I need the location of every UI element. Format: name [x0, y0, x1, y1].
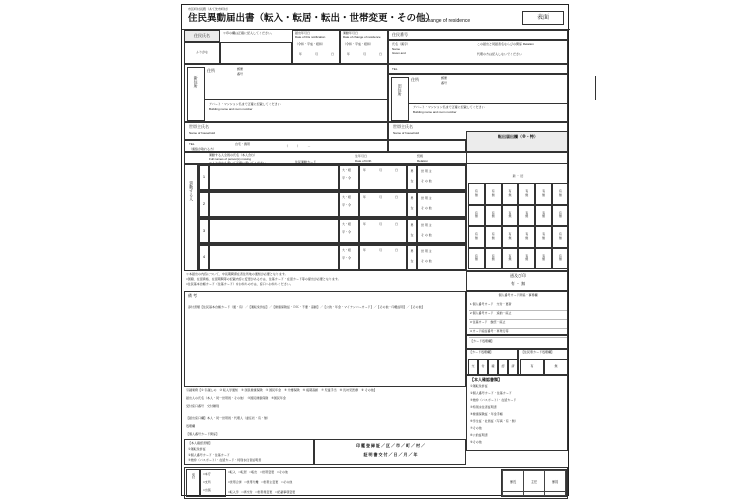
note-1: ＊本届出の内容について、中長期間滞在者住所地の通知が必要となります。	[186, 272, 288, 276]
label-kana-box	[184, 42, 220, 64]
card-proc-cell[interactable]: 認	[498, 359, 508, 375]
tenshutsu-badge-label: 転出届出欄（※・特）	[498, 134, 538, 139]
ido-era: （令和・平成・昭和）	[343, 42, 374, 46]
row-era: 大・昭 平・令	[339, 165, 359, 190]
person-side-strip	[184, 164, 198, 271]
bottom-check-row[interactable]: □転入学 □再交付 □世帯員変更 □記載事項変更	[228, 490, 296, 494]
form-sheet	[181, 4, 569, 496]
tel-left-mobile: 自宅・携帯	[235, 142, 251, 146]
household-right-label-en: Name of household	[393, 131, 420, 135]
table-row[interactable]	[198, 191, 466, 218]
form-title: 住民異動届出書（転入・転居・転出・世帯変更・その他）	[188, 13, 436, 24]
tenshutsu-cell[interactable]: 有 無	[468, 205, 485, 227]
row-name-input[interactable]	[209, 219, 339, 244]
jumin-code-box	[388, 30, 568, 40]
tenshutsu-cell[interactable]: 有 無	[485, 248, 502, 270]
tsuki-value: 有 ・ 無	[510, 281, 526, 286]
row-number: 3	[199, 219, 209, 244]
card-office-row[interactable]: 4 カード暗証番号・再発行等	[469, 329, 567, 338]
tenshutsu-cell[interactable]: 有 無	[552, 183, 569, 205]
tel-left-sub: （連絡が取れる方）	[189, 147, 217, 151]
row-sex[interactable]: 男 女	[407, 245, 417, 270]
ido-month: 月	[363, 52, 367, 56]
tenshutsu-cell[interactable]: 有 無	[502, 248, 519, 270]
todokede-day: 日	[331, 52, 335, 56]
row-era: 大・昭 平・令	[339, 192, 359, 217]
tel-right-row[interactable]	[388, 140, 466, 152]
zip-right-1: 郵便	[441, 76, 448, 80]
address-left-label: 住所	[207, 68, 215, 73]
tenshutsu-cell[interactable]: 有 無	[518, 205, 535, 227]
card-proc-cell[interactable]: 交	[468, 359, 478, 375]
tenshutsu-cell[interactable]: 有 無	[468, 248, 485, 270]
row-relation[interactable]: 世 帯 主 そ の 他	[417, 219, 467, 244]
tenshutsu-cell[interactable]: 有 無	[552, 248, 569, 270]
juminhyo-card-box	[518, 349, 568, 375]
omote-badge: 表面	[522, 11, 564, 25]
identity-doc-item[interactable]: ⑥学生証・社員証（写真・有・無）	[470, 419, 518, 423]
row-era: 大・昭 平・令	[339, 245, 359, 270]
card-proc-cell[interactable]: 確	[488, 359, 498, 375]
tel-left-row[interactable]	[184, 140, 388, 152]
ido-date-box	[340, 30, 388, 64]
identity-doc-item[interactable]: ③旅券（パスポート）・在留カード	[470, 398, 517, 402]
todokede-label: 届出年月日	[295, 31, 311, 35]
todokede-era: （令和・平成・昭和）	[295, 42, 326, 46]
ido-sub: Date of change of residence	[343, 35, 381, 39]
row-relation[interactable]: 世 帯 主 そ の 他	[417, 245, 467, 270]
apart-note-left-en: Building name and room number	[209, 107, 253, 111]
row-birth-input[interactable]: 年 月 日	[359, 219, 407, 244]
tenshutsu-cell[interactable]: 有 無	[468, 183, 485, 205]
address-left-side	[187, 67, 205, 121]
stamp-register-item[interactable]: ③旅券（パスポート）・在留カード・特別永住者証明書	[188, 458, 262, 462]
col-birth: 生年月日	[355, 154, 368, 158]
tenshutsu-cell[interactable]: 有 無	[518, 183, 535, 205]
identity-doc-item[interactable]: ⑧公的証明書	[470, 433, 488, 437]
zip-right-2: 番号	[441, 81, 448, 85]
card-proc-cell[interactable]: 付	[478, 359, 488, 375]
tenshutsu-cell[interactable]: 有 無	[502, 226, 519, 248]
bottom-check-box[interactable]	[184, 467, 568, 499]
todokede-sub: Date of this notification	[295, 35, 326, 39]
identity-doc-item[interactable]: ⑤健康保険証・年金手帳	[470, 412, 503, 416]
memo-line-1: 添付書類【住民基本台帳カード（通・有）／【運転免許証】／【健康保険証・ＤＫ・不要・高齢】／【公的・年金・マイナンバーカード】／【その他・印鑑証明】／【その他】	[188, 305, 425, 309]
ido-year: 年	[347, 52, 351, 56]
row-number: 1	[199, 165, 209, 190]
row-number: 4	[199, 245, 209, 270]
household-left-label: 世帯主氏名	[189, 124, 209, 129]
zip-left-2: 番号	[237, 72, 244, 76]
todokede-year: 年	[299, 52, 303, 56]
address-right-label: 住所	[411, 77, 419, 82]
identity-docs-title: 【本人確認書類】	[470, 377, 502, 382]
form-title-en: Change of residence	[424, 18, 471, 24]
kana-input[interactable]	[220, 42, 292, 64]
bottom-kind-2: □支所	[203, 480, 211, 484]
tenshutsu-cell[interactable]: 有 無	[468, 226, 485, 248]
stamp-register-title: 【本人確認書類】	[188, 441, 213, 445]
tenshutsu-cell[interactable]: 有 無	[485, 205, 502, 227]
row-birth-input[interactable]: 年 月 日	[359, 245, 407, 270]
tenshutsu-subheader: 新 ・ 旧	[512, 174, 524, 178]
tel-left-value: （ ） －	[285, 144, 311, 148]
row-sex[interactable]: 男 女	[407, 192, 417, 217]
label-juminshimei: 住民氏名	[184, 30, 220, 42]
zip-left-1: 郵便	[237, 67, 244, 71]
todokede-date-box	[292, 30, 340, 64]
ido-day: 日	[379, 52, 383, 56]
col-juki: 住民異動カード	[295, 160, 317, 164]
address-left-side-label: 新住所	[193, 76, 199, 88]
address-right-side-label: 旧住所	[397, 84, 403, 96]
apart-note-right-en: Building name and room number	[413, 110, 457, 114]
row-name-input[interactable]	[209, 165, 339, 190]
tenshutsu-cell[interactable]: 有 無	[502, 205, 519, 227]
card-proc-grid	[466, 349, 518, 375]
juminhyo-card-title: 【住民票カード処理欄】	[521, 350, 555, 354]
bottom-stamp-grid: 係長 主任 係員	[501, 469, 567, 497]
identity-doc-item[interactable]: ⑨その他	[470, 440, 482, 444]
tenshutsu-grid	[466, 152, 568, 271]
identity-docs-box	[466, 375, 568, 451]
tenshutsu-cell[interactable]: 有 無	[535, 226, 552, 248]
card-office-title: 個人番号カード関係・事務欄	[498, 293, 538, 297]
col-birth-en: Date of birth	[355, 158, 372, 163]
name-label: 氏名（漢字）	[392, 42, 411, 46]
tenshutsu-cell[interactable]: 有 無	[535, 183, 552, 205]
bottom-kind-3: □出張	[203, 488, 211, 492]
tenshutsu-cell[interactable]: 有 無	[552, 226, 569, 248]
tenshutsu-cell[interactable]: 有 無	[485, 183, 502, 205]
card-proc-title-box	[466, 335, 568, 349]
hdr-note-1: ＊印の欄は正確に記入してください。	[223, 31, 275, 35]
row-era: 大・昭 平・令	[339, 219, 359, 244]
row-birth-input[interactable]: 年 月 日	[359, 192, 407, 217]
identity-doc-item[interactable]: ④特別永住者証明書	[470, 405, 497, 409]
apart-note-right: アパート・マンション名まで正確に記載してください	[413, 105, 485, 109]
tsuki-box	[466, 271, 568, 291]
card-office-row[interactable]: 3 住基カード 継続・廃止	[469, 320, 567, 329]
relation-note: この届出と同届者名ならびの関係 Relation	[477, 42, 534, 46]
col-moving-note: ＊ふりがなも書いて正確に書いてください	[209, 160, 267, 165]
row-relation[interactable]: 世 帯 主 そ の 他	[417, 165, 467, 190]
tel-label: TEL	[392, 67, 398, 71]
footer-line-6: 【個人番号カード関係】	[186, 432, 220, 436]
tel-row[interactable]	[388, 64, 568, 74]
row-name-input[interactable]	[209, 245, 339, 270]
col-moving-en: Full names of person(s) moving	[209, 157, 252, 161]
address-left-block	[184, 64, 388, 122]
footer-line-4: 【届出窓口欄】本人・同一世帯員・代理人（委任状・有・無）	[186, 416, 271, 420]
memo-label: 備 考	[188, 293, 198, 298]
bottom-check-row[interactable]: □転入 □転居 □転出 □世帯変更 □その他	[228, 470, 289, 474]
footer-line-5: 処理欄	[186, 424, 196, 428]
rep-note: 代理の方は記入しないでください	[477, 52, 523, 56]
address-right-side	[391, 77, 409, 121]
ido-label: 異動年月日	[343, 31, 359, 35]
note-2: □国籍、在留資格、在留期間等の記載内容に変更がある方は、住基カード・在留カード等の提出が必要となります。	[186, 277, 341, 281]
card-proc-cell[interactable]: 済	[508, 359, 518, 375]
footer-line-3: 受付窓口番号 交付種別	[186, 404, 220, 408]
memo-box[interactable]	[184, 291, 466, 387]
stamp-line-box	[314, 439, 466, 465]
identity-doc-item[interactable]: ⑦その他	[470, 426, 482, 430]
person-side-label: 異動する人	[189, 181, 195, 201]
bottom-check-kind	[200, 469, 226, 497]
tenshutsu-cell[interactable]: 有 無	[535, 205, 552, 227]
bottom-kind-1: □本庁	[203, 472, 211, 476]
tenshutsu-cell[interactable]: 有 無	[518, 226, 535, 248]
note-3: □住民基本台帳カード（住基カード）をお持ちの方は、窓口へお持ちください。	[186, 282, 293, 286]
household-left	[184, 122, 388, 140]
form-small-header: 市区町村長殿（あて先市町村）	[188, 7, 231, 11]
card-office-row[interactable]: 2 個人番号カード 返納・廃止	[469, 311, 567, 320]
col-rel: 続柄	[417, 154, 424, 158]
bottom-check-row[interactable]: □世帯合併 □世帯分離 □世帯主変更 □その他	[228, 480, 293, 484]
tel-left-label: TEL	[189, 142, 195, 146]
name-box	[388, 40, 568, 64]
card-office-box	[466, 291, 568, 335]
tenshutsu-badge	[466, 131, 568, 152]
identity-doc-item[interactable]: ②個人番号カード・住基カード	[470, 391, 512, 395]
row-number: 2	[199, 192, 209, 217]
row-sex[interactable]: 男 女	[407, 219, 417, 244]
label-kana: ふりがな	[195, 50, 208, 55]
table-row[interactable]	[198, 218, 466, 245]
card-proc-title: 【カード処理欄】	[470, 339, 495, 343]
tenshutsu-cell[interactable]: 有 無	[518, 248, 535, 270]
table-row[interactable]	[198, 244, 466, 271]
identity-doc-item[interactable]: ①運転免許証	[470, 384, 488, 388]
stamp-register-box	[184, 439, 314, 465]
row-name-input[interactable]	[209, 192, 339, 217]
footer-line-2: 届出人の氏名（本人・同一世帯員・その他） ④国民健康保険 ⑤国民年金	[186, 396, 286, 400]
apart-note-left: アパート・マンション名まで正確に記載してください	[209, 102, 281, 106]
household-right-label: 世帯主氏名	[393, 124, 413, 129]
stamp-register-item[interactable]: ②個人番号カード・住基カード	[188, 452, 230, 457]
tenshutsu-cell[interactable]: 有 無	[502, 183, 519, 205]
col-moving: 異動する人全員の氏名（本人含む）	[209, 153, 258, 157]
row-sex[interactable]: 男 女	[407, 165, 417, 190]
bottom-check-side-label: 受付	[191, 473, 196, 479]
tenshutsu-cell[interactable]: 有 無	[535, 248, 552, 270]
tenshutsu-cell[interactable]: 有 無	[485, 226, 502, 248]
footer-line-1: 引越業務【① 引越しの ② 転入学通知 ③ 国民健康保険 ④ 国民年金 ⑤ 介護保険 ⑥ 後期高齢 ⑦ 児童手当 ⑧ 乳幼児医療 ⑨ その他】	[186, 388, 377, 392]
stamp-line-2: 証明書交付／日／月／年	[363, 452, 419, 457]
juminhyo-cell[interactable]: 無	[544, 359, 568, 375]
tsuki-label: 通及び印	[510, 273, 526, 278]
todokede-month: 月	[315, 52, 319, 56]
name-kana-en: Given and	[392, 51, 406, 55]
bottom-check-side	[186, 469, 200, 497]
address-right-block	[388, 74, 568, 122]
tenshutsu-cell[interactable]: 有 無	[552, 205, 569, 227]
juminhyo-cell[interactable]: 有	[520, 359, 544, 375]
stamp-register-item[interactable]: ①運転免許証	[188, 447, 206, 451]
card-proc-grid-title: 【カード処理欄】	[469, 350, 494, 354]
card-office-row[interactable]: 1 個人番号カード 交付・更新	[469, 302, 567, 311]
stamp-line-1: 印鑑登録証／区／市／町／村／	[356, 443, 426, 448]
name-label-en: Name	[392, 47, 401, 51]
jumin-code-label: 住民番号	[392, 32, 408, 37]
household-left-label-en: Name of household	[189, 131, 216, 135]
col-rel-en: Relation	[417, 158, 429, 163]
row-relation[interactable]: 世 帯 主 そ の 他	[417, 192, 467, 217]
row-birth-input[interactable]: 年 月 日	[359, 165, 407, 190]
